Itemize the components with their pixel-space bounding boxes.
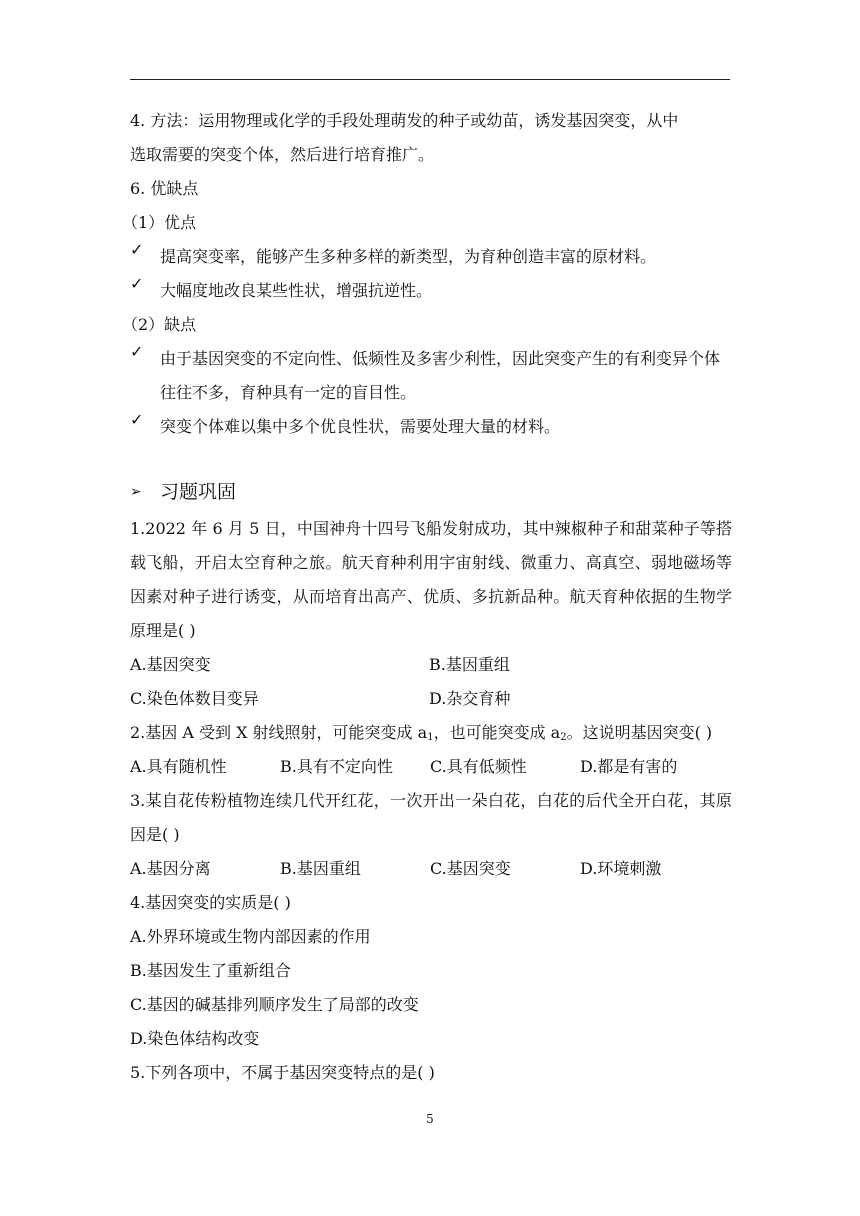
check-icon: ✓ [130,274,144,293]
question-3-option-c: C.基因突变 [430,859,511,878]
question-1-option-c: C.染色体数目变异 [130,689,259,708]
question-2-option-c: C.具有低频性 [430,757,527,776]
question-5-stem: 5.下列各项中，不属于基因突变特点的是( ) [130,1063,435,1082]
question-2-stem-part: 。这说明基因突变( ) [566,723,713,742]
pros-title: （1）优点 [122,213,197,232]
cons-item-text: 突变个体难以集中多个优良性状，需要处理大量的材料。 [160,417,561,436]
question-2-option-b: B.具有不定向性 [280,757,393,776]
check-icon: ✓ [130,342,144,361]
question-1-stem: 1.2022 年 6 月 5 日，中国神舟十四号飞船发射成功，其中辣椒种子和甜菜种子等搭载飞船，开启太空育种之旅。航天育种利用宇宙射线、微重力、高真空、弱地磁场等因素对种子进行诱变，从而培育出高产、优质、多抗新品种。航天育种依据的生物学原理是( ) [130,519,732,640]
cons-item-text: 由于基因突变的不定向性、低频性及多害少利性，因此突变产生的有利变异个体往往不多，育种具有一定的盲目性。 [160,349,721,402]
cons-item [130,410,732,444]
pros-item [130,240,732,274]
cons-item [130,342,732,410]
pros-item-text: 大幅度地改良某些性状，增强抗逆性。 [160,281,433,300]
question-3-option-a: A.基因分离 [130,859,211,878]
section-heading [130,472,732,512]
pros-item-text: 提高突变率，能够产生多种多样的新类型，为育种创造丰富的原材料。 [160,247,657,266]
question-2-option-d: D.都是有害的 [580,757,678,776]
section-title: 习题巩固 [160,481,237,503]
question-3-stem: 3.某自花传粉植物连续几代开红花，一次开出一朵白花，白花的后代全开白花，其原因是( ) [130,791,732,844]
question-2-options [130,750,732,784]
question-4-option-d: D.染色体结构改变 [130,1029,260,1048]
check-icon: ✓ [130,240,144,259]
question-2-stem-part: ，也可能突变成 a [433,723,561,742]
page-number: 5 [426,1112,434,1126]
question-4-stem: 4.基因突变的实质是( ) [130,893,291,912]
question-1-options-row-1 [130,648,732,682]
question-4-option-a: A.外界环境或生物内部因素的作用 [130,927,371,946]
question-1-options-row-2 [130,682,732,716]
question-2-stem [130,716,732,750]
header-rule [130,79,730,80]
question-1-option-b: B.基因重组 [429,655,510,674]
pros-cons-title: 6. 优缺点 [130,179,199,198]
question-3-option-b: B.基因重组 [280,859,361,878]
question-4-option-c: C.基因的碱基排列顺序发生了局部的改变 [130,995,419,1014]
question-4-option-b: B.基因发生了重新组合 [130,961,291,980]
cons-title: （2）缺点 [122,315,197,334]
method-line-1: 4. 方法：运用物理或化学的手段处理萌发的种子或幼苗，诱发基因突变，从中 [130,111,679,130]
subscript: 2 [560,732,567,743]
question-1-option-d: D.杂交育种 [429,689,511,708]
question-1-option-a: A.基因突变 [130,655,211,674]
arrow-bullet-icon: ➢ [130,484,142,500]
question-2-stem-part: 2.基因 A 受到 X 射线照射，可能突变成 a [130,723,428,742]
question-3-option-d: D.环境刺激 [580,859,662,878]
question-2-option-a: A.具有随机性 [130,757,227,776]
pros-item [130,274,732,308]
check-icon: ✓ [130,410,144,429]
subscript: 1 [427,732,434,743]
document-body [122,104,732,1090]
question-3-options [130,852,732,886]
method-line-2: 选取需要的突变个体，然后进行培育推广。 [130,145,435,164]
